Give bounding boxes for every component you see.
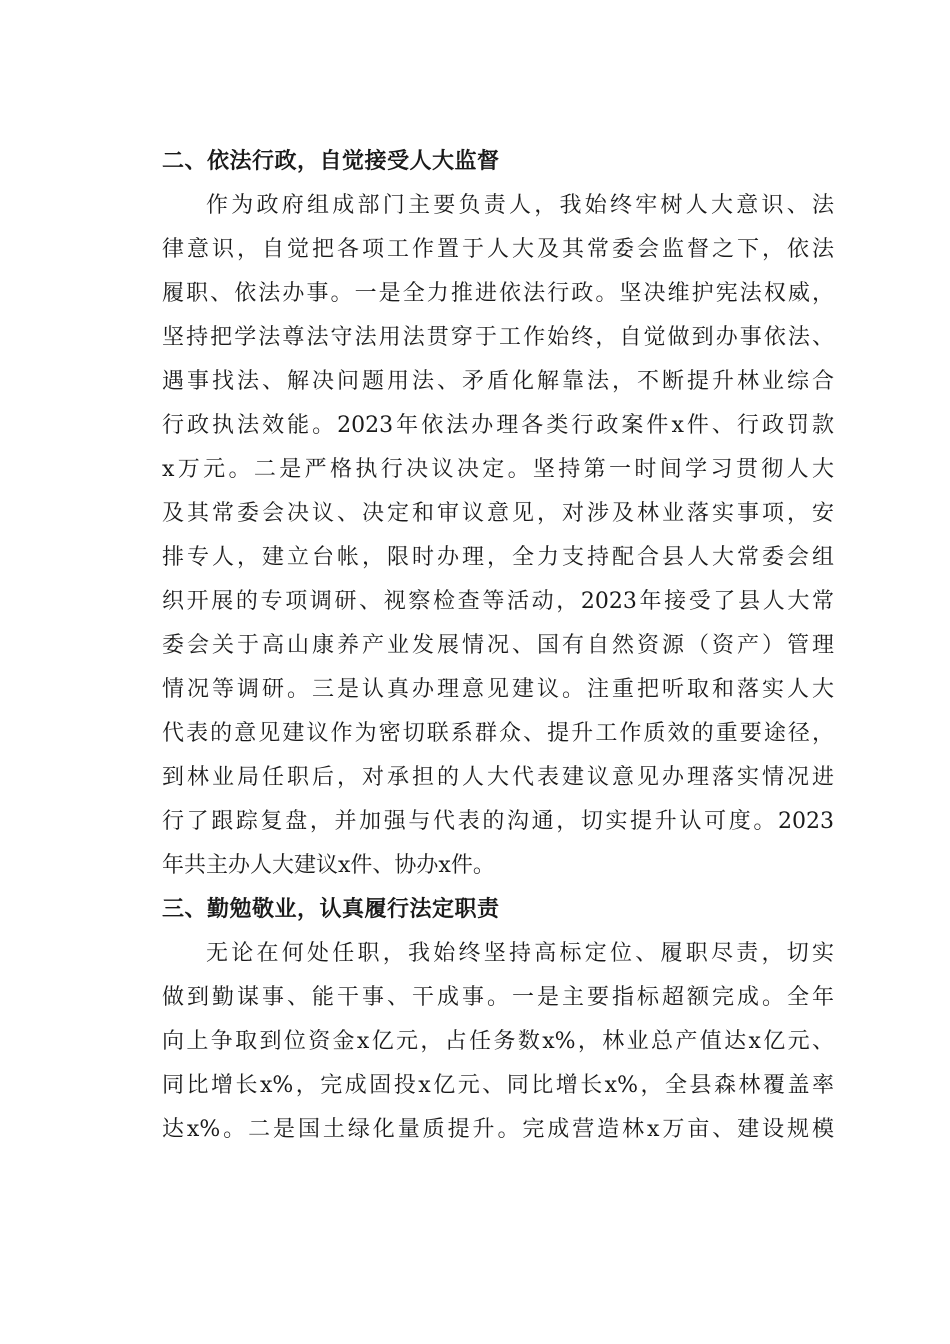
paragraph-line: 委会关于高山康养产业发展情况、国有自然资源（资产）管理 xyxy=(162,633,834,658)
paragraph-line: 坚持把学法尊法守法用法贯穿于工作始终，自觉做到办事依法、 xyxy=(162,325,834,350)
paragraph-line: 作为政府组成部门主要负责人，我始终牢树人大意识、法 xyxy=(206,193,834,218)
paragraph-line: 排专人，建立台帐，限时办理，全力支持配合县人大常委会组 xyxy=(162,545,834,570)
paragraph-line: 履职、依法办事。一是全力推进依法行政。坚决维护宪法权威， xyxy=(162,281,834,306)
paragraph-line: 织开展的专项调研、视察检查等活动，2023年接受了县人大常 xyxy=(162,589,834,614)
paragraph-line: 遇事找法、解决问题用法、矛盾化解靠法，不断提升林业综合 xyxy=(162,369,834,394)
document-body xyxy=(118,140,834,1152)
paragraph-line: 行政执法效能。2023年依法办理各类行政案件x件、行政罚款 xyxy=(162,413,834,438)
paragraph-line: 情况等调研。三是认真办理意见建议。注重把听取和落实人大 xyxy=(162,677,834,702)
paragraph-line: x万元。二是严格执行决议决定。坚持第一时间学习贯彻人大 xyxy=(162,457,834,482)
section-paragraph xyxy=(118,184,834,888)
section-heading: 三、勤勉敬业，认真履行法定职责 xyxy=(162,897,500,922)
paragraph-line: 到林业局任职后，对承担的人大代表建议意见办理落实情况进 xyxy=(162,765,834,790)
paragraph-line: 达x%。二是国土绿化量质提升。完成营造林x万亩、建设规模 xyxy=(162,1117,834,1142)
paragraph-line: 年共主办人大建议x件、协办x件。 xyxy=(162,853,495,878)
section-paragraph xyxy=(118,932,834,1152)
paragraph-line: 同比增长x%，完成固投x亿元、同比增长x%，全县森林覆盖率 xyxy=(162,1073,834,1098)
section-heading: 二、依法行政，自觉接受人大监督 xyxy=(162,149,500,174)
paragraph-line: 无论在何处任职，我始终坚持高标定位、履职尽责，切实 xyxy=(206,941,834,966)
paragraph-line: 向上争取到位资金x亿元，占任务数x%，林业总产值达x亿元、 xyxy=(162,1029,834,1054)
paragraph-line: 及其常委会决议、决定和审议意见，对涉及林业落实事项，安 xyxy=(162,501,834,526)
paragraph-line: 代表的意见建议作为密切联系群众、提升工作质效的重要途径， xyxy=(162,721,834,746)
paragraph-line: 律意识，自觉把各项工作置于人大及其常委会监督之下，依法 xyxy=(162,237,834,262)
paragraph-line: 做到勤谋事、能干事、干成事。一是主要指标超额完成。全年 xyxy=(162,985,834,1010)
paragraph-line: 行了跟踪复盘，并加强与代表的沟通，切实提升认可度。2023 xyxy=(162,809,834,834)
